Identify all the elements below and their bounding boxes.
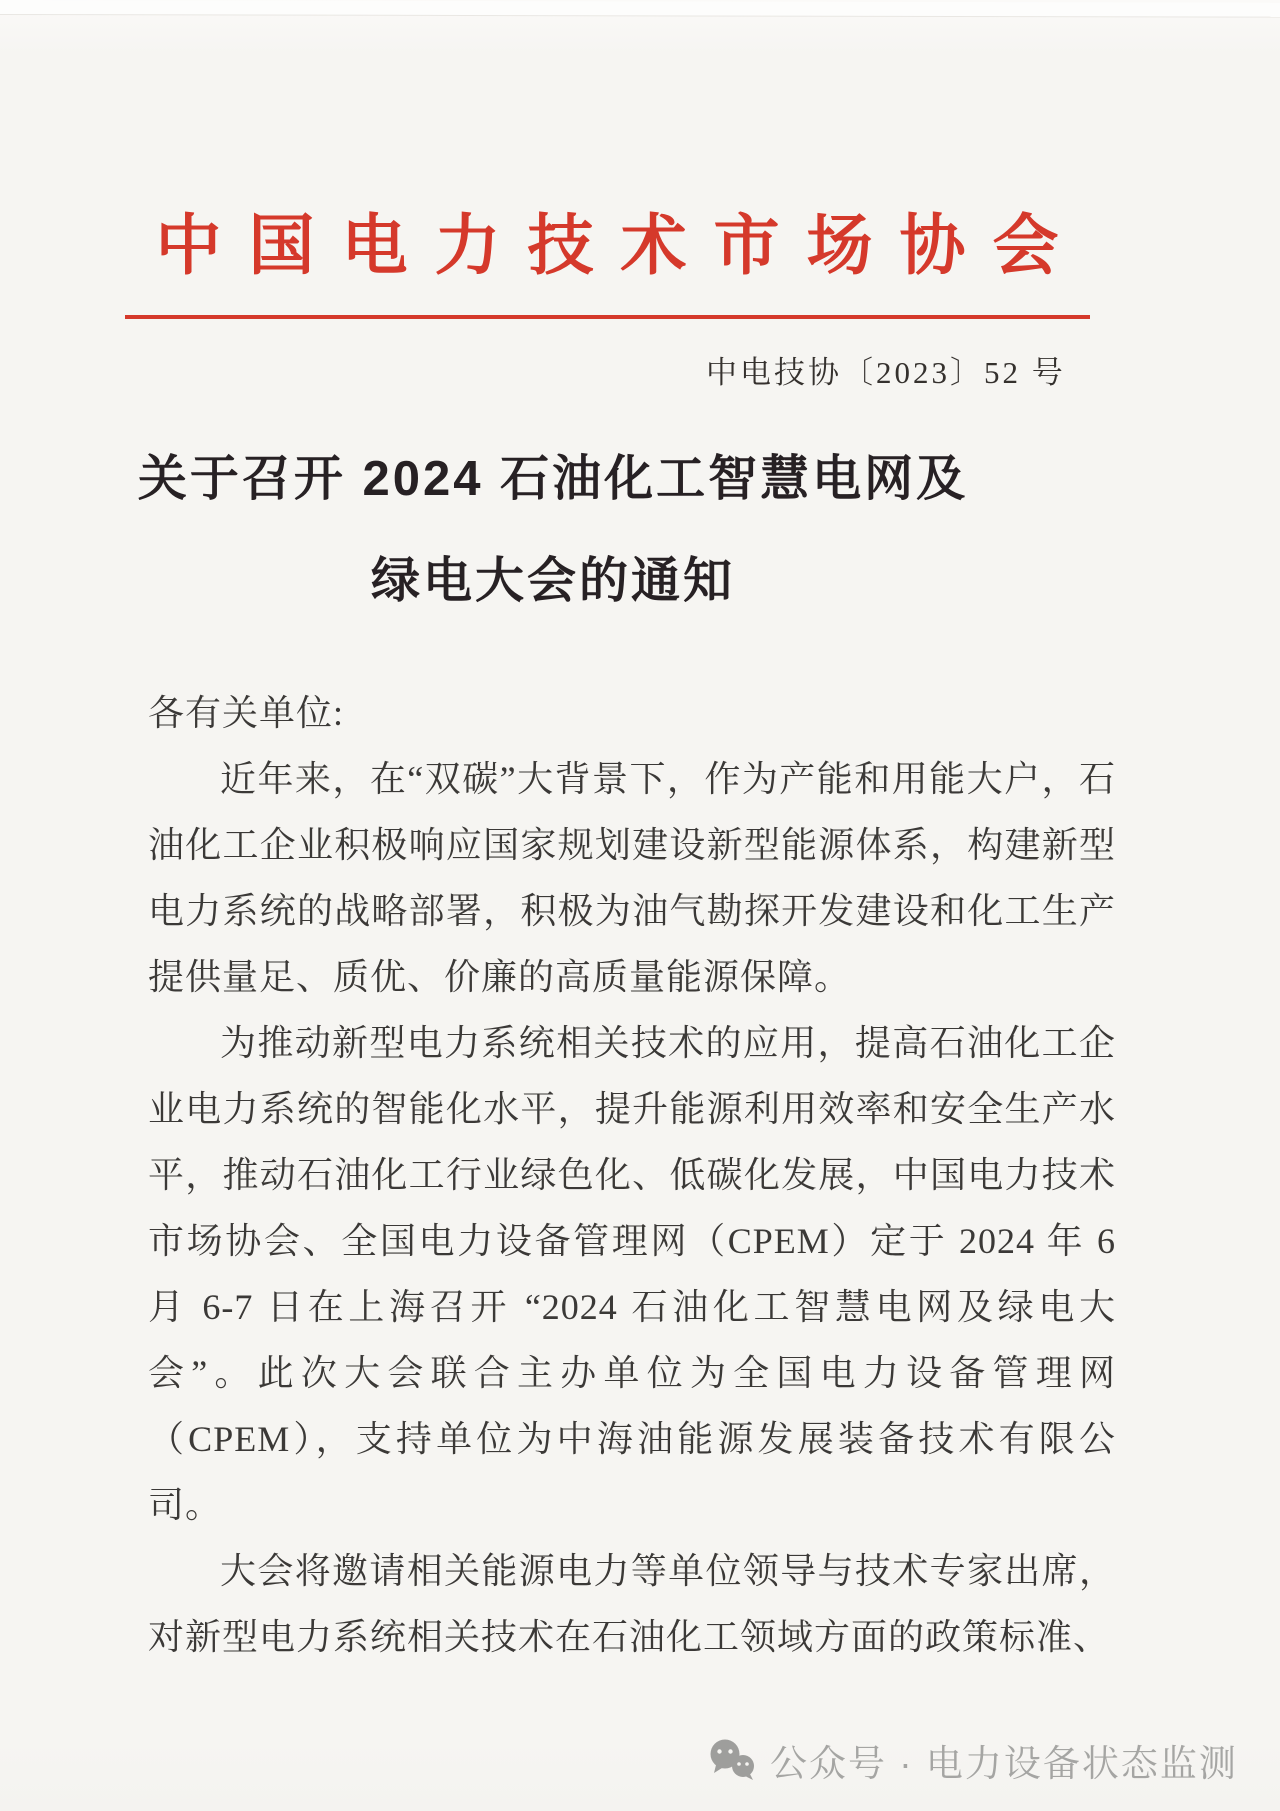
body-paragraph-3: 大会将邀请相关能源电力等单位领导与技术专家出席，对新型电力系统相关技术在石油化工领域方面的政策标准、 xyxy=(148,1551,1116,1657)
document-title xyxy=(58,428,1048,632)
doc-number: 中电技协〔2023〕52 号 xyxy=(706,355,1066,390)
document-body xyxy=(148,680,1116,1670)
body-paragraph-2: 为推动新型电力系统相关技术的应用，提高石油化工企业电力系统的智能化水平，提升能源利用效率和安全生产水平，推动石油化工行业绿色化、低碳化发展，中国电力技术市场协会、全国电力设备管理网（CPEM）定于 2024 年 6 月 6-7 日在上海召开 “2024 石油化工智慧电网及绿电大会”。此次大会联合主办单位为全国电力设备管理网（CPEM），支持单位为中海油能源发展装备技术有限公司。 xyxy=(148,1023,1116,1525)
wechat-icon xyxy=(708,1738,758,1782)
watermark xyxy=(708,1733,1238,1787)
salutation: 各有关单位: xyxy=(148,693,345,733)
header-divider-line xyxy=(125,315,1090,319)
scan-paper-edge xyxy=(0,0,1280,18)
body-paragraph-1: 近年来，在“双碳”大背景下，作为产能和用能大户，石油化工企业积极响应国家规划建设新型能源体系，构建新型电力系统的战略部署，积极为油气勘探开发建设和化工生产提供量足、质优、价廉的高质量能源保障。 xyxy=(148,759,1116,997)
org-name-header: 中国电力技术市场协会 xyxy=(155,210,1086,283)
title-line-1: 关于召开 2024 石油化工智慧电网及 xyxy=(137,452,969,506)
watermark-text: 公众号 · 电力设备状态监测 xyxy=(770,1743,1238,1784)
title-line-2: 绿电大会的通知 xyxy=(370,554,735,608)
